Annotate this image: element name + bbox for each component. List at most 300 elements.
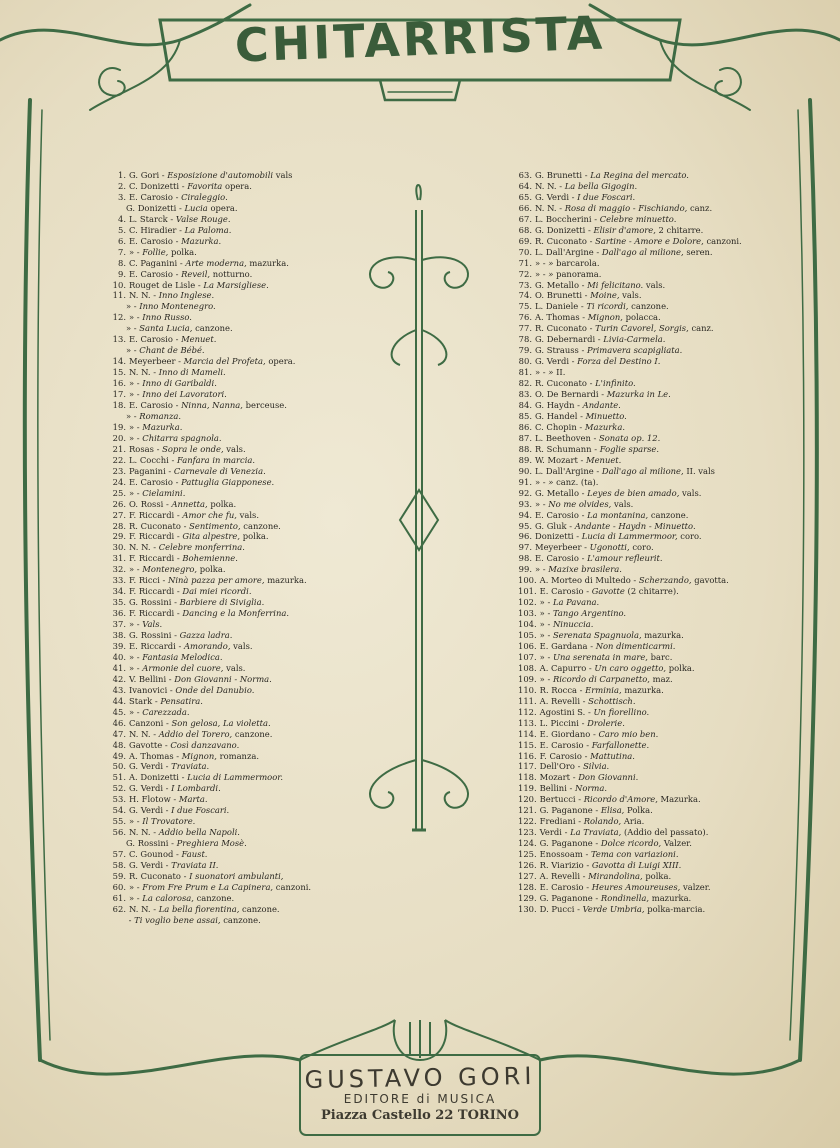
entry-number: 12.: [112, 312, 126, 323]
entry-extra: canzone.: [195, 323, 233, 334]
entry-title: Moine,: [590, 290, 620, 301]
entry-composer: L. Beethoven: [535, 432, 591, 443]
entry-number: 42.: [112, 673, 126, 684]
catalog-entry: 25. » - Cielamini.: [112, 487, 186, 498]
catalog-entry: 16. » - Inno di Garibaldi.: [112, 378, 217, 389]
entry-number: 105.: [518, 630, 537, 641]
entry-title: Ricordo di Carpanetto,: [552, 673, 650, 684]
entry-composer: E. Carosio: [535, 509, 579, 520]
entry-title: La bella fiorentina,: [158, 903, 240, 914]
entry-composer: A. Revelli: [539, 695, 581, 706]
catalog-entry: 82. R. Cuconato - L'infinito.: [518, 378, 636, 389]
entry-title: Marcia del Profeta,: [183, 356, 266, 367]
entry-extra: Mazurka.: [660, 794, 701, 805]
entry-number: 96.: [518, 531, 532, 542]
entry-extra: seren.: [686, 246, 713, 257]
entry-title: Gita alpestre,: [182, 531, 241, 542]
entry-number: 76.: [518, 312, 532, 323]
entry-composer: »: [126, 345, 132, 356]
catalog-entry: G. Donizetti - Lucia opera.: [126, 202, 238, 213]
entry-number: 121.: [518, 805, 537, 816]
entry-number: 118.: [518, 772, 537, 783]
catalog-entry: G. Rossini - Preghiera Mosè.: [126, 838, 247, 849]
entry-number: 77.: [518, 323, 532, 334]
entry-title: Forza del Destino I.: [577, 356, 661, 367]
entry-composer: Frediani: [539, 816, 576, 827]
catalog-entry: 123. Verdi - La Traviata, (Addio del passato).: [518, 827, 709, 838]
catalog-entry: 65. G. Verdi - I due Foscari.: [518, 191, 636, 202]
catalog-entry: 17. » - Inno dei Lavoratori.: [112, 389, 227, 400]
entry-composer: E. Carosio: [129, 400, 173, 411]
entry-number: 26.: [112, 498, 126, 509]
entry-number: 9.: [118, 268, 126, 279]
entry-number: 5.: [118, 224, 126, 235]
entry-composer: O. Brunetti: [535, 290, 583, 301]
entry-composer: Gavotte: [129, 739, 163, 750]
entry-number: 13.: [112, 334, 126, 345]
entry-title: La bella Gigogin.: [564, 180, 638, 191]
catalog-entry: 111. A. Revelli - Schottisch.: [518, 695, 636, 706]
entry-title: Don Giovanni - Norma.: [174, 673, 272, 684]
page-title: CHITARRISTA: [234, 5, 606, 73]
entry-title: Drolerie.: [587, 717, 625, 728]
entry-number: 60.: [112, 881, 126, 892]
catalog-entry: 21. Rosas - Sopra le onde, vals.: [112, 443, 246, 454]
catalog-entry: 28. R. Cuconato - Sentimento, canzone.: [112, 520, 281, 531]
entry-composer: Agostini S.: [539, 706, 586, 717]
catalog-entry: 57. C. Gounod - Faust.: [112, 849, 208, 860]
entry-title: »: [548, 257, 554, 268]
entry-title: Sartine - Amore e Dolore,: [595, 235, 704, 246]
entry-composer: G. Verdi: [129, 805, 163, 816]
entry-composer: Verdi: [539, 827, 562, 838]
catalog-entry: 92. G. Metallo - Leyes de bien amado, vals.: [518, 487, 702, 498]
entry-composer: G. Rossini: [129, 630, 172, 641]
entry-extra: vals.: [233, 640, 253, 651]
entry-number: 82.: [518, 378, 532, 389]
entry-extra: mazurka.: [651, 892, 692, 903]
entry-extra: canzoni.: [706, 235, 742, 246]
entry-composer: G. Brunetti: [535, 170, 583, 180]
entry-composer: »: [539, 619, 545, 630]
catalog-entry: 39. E. Riccardi - Amorando, vals.: [112, 640, 253, 651]
entry-number: 64.: [518, 180, 532, 191]
entry-number: 74.: [518, 290, 532, 301]
entry-number: 129.: [518, 892, 537, 903]
entry-number: 47.: [112, 728, 126, 739]
entry-composer: R. Rocca: [539, 684, 578, 695]
entry-title: Addio del Torero,: [158, 728, 233, 739]
entry-title: Ti voglio bene assai,: [134, 914, 221, 925]
entry-number: 4.: [118, 213, 126, 224]
catalog-entry: 27. F. Riccardi - Amor che fu, vals.: [112, 509, 259, 520]
entry-title: I suonatori ambulanti,: [189, 871, 284, 881]
catalog-entry: 81. » - » II.: [518, 367, 566, 378]
catalog-entry: 110. R. Rocca - Erminia, mazurka.: [518, 684, 664, 695]
catalog-entry: 79. G. Strauss - Primavera scapigliata.: [518, 345, 683, 356]
entry-number: 115.: [518, 739, 537, 750]
entry-extra: mazurka.: [644, 630, 684, 641]
entry-number: 52.: [112, 783, 126, 794]
entry-extra: canz.: [691, 323, 714, 334]
entry-number: 11.: [112, 290, 126, 301]
entry-number: 40.: [112, 651, 126, 662]
entry-number: 27.: [112, 509, 126, 520]
entry-number: 36.: [112, 608, 126, 619]
entry-title: Mazurka.: [142, 421, 183, 432]
entry-composer: »: [126, 323, 132, 334]
entry-number: 53.: [112, 794, 126, 805]
catalog-entry: 117. Dell'Oro - Silvia.: [518, 761, 610, 772]
entry-title: »: [548, 268, 554, 279]
catalog-entry: 41. » - Armonie del cuore, vals.: [112, 662, 246, 673]
entry-title: Dancing e la Monferrina.: [182, 608, 290, 619]
entry-composer: E. Carosio: [539, 739, 584, 750]
catalog-entry: 51. A. Donizetti - Lucia di Lammermoor.: [112, 772, 283, 783]
entry-number: 112.: [518, 706, 537, 717]
entry-title: Vals.: [142, 619, 163, 630]
entry-composer: A. Revelli: [539, 871, 581, 881]
entry-title: Tema con variazioni.: [590, 849, 679, 860]
entry-number: 116.: [518, 750, 537, 761]
entry-title: Marta.: [178, 794, 208, 805]
entry-title: Scherzando,: [638, 575, 692, 586]
entry-number: 100.: [518, 575, 537, 586]
entry-title: Lucia di Lammermoor,: [581, 531, 678, 542]
catalog-entry: 13. E. Carosio - Menuet.: [112, 334, 217, 345]
entry-composer: F. Riccardi: [129, 531, 175, 542]
entry-title: Mazurka in Le.: [606, 389, 671, 400]
entry-composer: R. Schumann: [535, 443, 592, 454]
entry-number: 120.: [518, 794, 537, 805]
entry-composer: Bellini: [539, 783, 567, 794]
entry-composer: W. Mozart: [535, 454, 578, 465]
catalog-entry: 77. R. Cuconato - Turin Cavorel, Sorgis, canz.: [518, 323, 714, 334]
entry-title: Rolando,: [583, 816, 622, 827]
entry-number: 107.: [518, 651, 537, 662]
catalog-entry: 49. A. Thomas - Mignon, romanza.: [112, 750, 260, 761]
entry-composer: F. Riccardi: [129, 509, 175, 520]
entry-number: 69.: [518, 235, 532, 246]
catalog-entry: 37. » - Vals.: [112, 619, 163, 630]
catalog-entry: 36. F. Riccardi - Dancing e la Monferrina.: [112, 608, 290, 619]
entry-composer: C. Gounod: [129, 849, 174, 860]
catalog-entry: 121. G. Paganone - Elisa, Polka.: [518, 805, 653, 816]
publisher-address: Piazza Castello 22 TORINO: [321, 1108, 519, 1123]
catalog-left-column: [112, 170, 352, 926]
entry-title: Tango Argentino.: [552, 608, 627, 619]
catalog-entry: 68. G. Donizetti - Elisir d'amore, 2 chitarre.: [518, 224, 704, 235]
entry-number: 102.: [518, 597, 537, 608]
entry-composer: G. Donizetti: [126, 202, 177, 213]
catalog-entry: 85. G. Handel - Minuetto.: [518, 410, 627, 421]
catalog-entry: 87. L. Beethoven - Sonata op. 12.: [518, 432, 661, 443]
entry-number: 114.: [518, 728, 537, 739]
entry-composer: A. Donizetti: [129, 772, 179, 783]
entry-number: 1.: [118, 170, 126, 180]
catalog-entry: » - Inno Montenegro.: [126, 301, 216, 312]
entry-title: Chant de Bébé.: [139, 345, 205, 356]
catalog-entry: 26. O. Rossi - Annetta, polka.: [112, 498, 237, 509]
catalog-entry: 1. G. Gori - Esposizione d'automobili vals: [112, 170, 352, 181]
entry-number: 93.: [518, 498, 532, 509]
catalog-entry: 127. A. Revelli - Mirandolina, polka.: [518, 871, 672, 881]
entry-title: Mattutina.: [590, 750, 635, 761]
entry-title: Montenegro,: [142, 564, 198, 575]
entry-number: 87.: [518, 432, 532, 443]
entry-composer: E. Carosio: [129, 334, 173, 345]
entry-composer: »: [535, 367, 541, 378]
entry-number: 108.: [518, 662, 537, 673]
entry-number: 32.: [112, 564, 126, 575]
entry-number: 41.: [112, 662, 126, 673]
catalog-entry: 119. Bellini - Norma.: [518, 783, 608, 794]
entry-title: Inno Montenegro.: [139, 301, 216, 312]
entry-number: 55.: [112, 816, 126, 827]
entry-title: Lucia di Lammermoor.: [187, 772, 283, 783]
entry-composer: G. Donizetti: [535, 224, 586, 235]
entry-extra: polka.: [668, 662, 695, 673]
entry-extra: polka.: [210, 498, 237, 509]
catalog-entry: 47. N. N. - Addio del Torero, canzone.: [112, 728, 273, 739]
catalog-entry: 10. Rouget de Lisle - La Marsigliese.: [112, 279, 269, 290]
entry-composer: R. Cuconato: [129, 871, 181, 881]
entry-extra: polka-marcia.: [647, 903, 706, 914]
publisher-name: GUSTAVO GORI: [304, 1061, 536, 1095]
entry-title: Elisa,: [600, 805, 625, 816]
catalog-entry: 124. G. Paganone - Dolce ricordo, Valzer.: [518, 838, 692, 849]
catalog-entry: - Ti voglio bene assai, canzone.: [126, 914, 261, 925]
entry-number: 39.: [112, 640, 126, 651]
entry-composer: G. Rossini: [126, 838, 169, 849]
entry-composer: G. Metallo: [535, 487, 580, 498]
entry-extra: coro.: [680, 531, 702, 542]
entry-extra: barcarola.: [556, 257, 600, 268]
entry-composer: »: [535, 564, 541, 575]
entry-number: 124.: [518, 838, 537, 849]
catalog-entry: 94. E. Carosio - La montanina, canzone.: [518, 509, 689, 520]
entry-number: 122.: [518, 816, 537, 827]
catalog-entry: 120. Bertucci - Ricordo d'Amore, Mazurka.: [518, 794, 701, 805]
entry-title: From Fre Prum e La Capinera,: [142, 881, 274, 892]
catalog-entry: 103. » - Tango Argentino.: [518, 608, 627, 619]
entry-title: Sentimento,: [189, 520, 241, 531]
entry-title: La calorosa,: [142, 892, 194, 903]
entry-title: I due Foscari.: [577, 191, 636, 202]
entry-extra: vals: [275, 170, 293, 180]
catalog-entry: 112. Agostini S. - Un fiorellino.: [518, 706, 650, 717]
entry-composer: R. Viarizio: [539, 860, 584, 871]
entry-number: 24.: [112, 476, 126, 487]
entry-title: Ti ricordi,: [586, 301, 629, 312]
entry-composer: G. Verdi: [535, 356, 569, 367]
catalog-entry: 55. » - Il Trovatore.: [112, 816, 196, 827]
entry-composer: N. N.: [129, 290, 151, 301]
entry-number: 37.: [112, 619, 126, 630]
catalog-entry: 100. A. Morteo di Multedo - Scherzando, gavotta.: [518, 575, 729, 586]
entry-number: 22.: [112, 454, 126, 465]
entry-composer: »: [539, 651, 545, 662]
entry-title: Mignon,: [587, 312, 623, 323]
catalog-entry: 23. Paganini - Carnevale di Venezia.: [112, 465, 266, 476]
catalog-entry: 102. » - La Pavana.: [518, 597, 600, 608]
entry-extra: valzer.: [682, 881, 711, 892]
entry-number: 43.: [112, 684, 126, 695]
entry-title: Livia-Carmela.: [603, 334, 666, 345]
entry-extra: canzone.: [223, 914, 261, 925]
entry-composer: Mozart: [539, 772, 571, 783]
entry-composer: Ivanovici: [129, 684, 168, 695]
entry-number: 125.: [518, 849, 537, 860]
entry-composer: Dell'Oro: [539, 761, 575, 772]
entry-title: Mazurka.: [181, 235, 222, 246]
entry-title: Inno di Garibaldi.: [142, 378, 217, 389]
catalog-entry: 72. » - » panorama.: [518, 268, 602, 279]
entry-composer: O. De Bernardi: [535, 389, 599, 400]
entry-title: Arte moderna,: [185, 257, 247, 268]
entry-title: Celebre monferrina.: [158, 542, 245, 553]
entry-composer: F. Riccardi: [129, 586, 175, 597]
entry-title: Dall'ago al milione,: [601, 465, 684, 476]
entry-composer: Meyerbeer: [535, 542, 582, 553]
entry-number: 111.: [518, 695, 537, 706]
catalog-entry: 67. L. Boccherini - Celebre minuetto.: [518, 213, 677, 224]
entry-composer: Paganini: [129, 465, 166, 476]
entry-title: Schottisch.: [588, 695, 636, 706]
entry-extra: opera.: [268, 356, 296, 367]
entry-extra: polka.: [171, 246, 197, 257]
entry-composer: »: [129, 881, 135, 892]
entry-title: Gavotte: [591, 586, 625, 597]
catalog-entry: 32. » - Montenegro, polka.: [112, 564, 226, 575]
entry-composer: »: [129, 706, 135, 717]
catalog-entry: 90. L. Dall'Argine - Dall'ago al milione, II. vals: [518, 465, 715, 476]
entry-composer: N. N.: [129, 903, 151, 914]
entry-composer: Enossoam: [539, 849, 583, 860]
entry-number: 59.: [112, 871, 126, 881]
entry-extra: canzone.: [631, 301, 669, 312]
catalog-entry: 31. F. Riccardi - Bohemienne.: [112, 553, 238, 564]
entry-title: Carezzada.: [142, 706, 190, 717]
entry-extra: canzone.: [650, 509, 689, 520]
catalog-entry: 80. G. Verdi - Forza del Destino I.: [518, 356, 661, 367]
entry-number: 65.: [518, 191, 532, 202]
entry-number: 104.: [518, 619, 537, 630]
entry-title: I due Foscari.: [171, 805, 230, 816]
entry-title: La Pavana.: [552, 597, 600, 608]
entry-composer: »: [539, 608, 545, 619]
entry-title: Traviata II.: [171, 860, 219, 871]
entry-title: Gazza ladra.: [179, 630, 233, 641]
entry-composer: F. Riccardi: [129, 608, 175, 619]
catalog-entry: 33. F. Ricci - Ninà pazza per amore, mazurka.: [112, 575, 307, 586]
entry-title: Mazurka.: [584, 421, 625, 432]
entry-title: Caro mio ben.: [598, 728, 659, 739]
catalog-entry: 3. E. Carosio - Ciraleggio.: [112, 192, 352, 203]
entry-extra: polka.: [242, 531, 269, 542]
entry-composer: F. Carosio: [539, 750, 582, 761]
catalog-entry: 64. N. N. - La bella Gigogin.: [518, 180, 638, 191]
catalog-entry: 66. N. N. - Rosa di maggio - Fischiando, canz.: [518, 202, 713, 213]
entry-extra: vals.: [645, 279, 666, 290]
entry-title: Leyes de bien amado,: [587, 487, 680, 498]
entry-title: Gavotta di Luigi XIII.: [591, 860, 682, 871]
entry-title: Santa Lucia,: [139, 323, 193, 334]
entry-title: Pensatira.: [160, 695, 203, 706]
entry-composer: C. Chopin: [535, 421, 577, 432]
entry-composer: E. Carosio: [129, 235, 173, 246]
catalog-entry: 62. N. N. - La bella fiorentina, canzone.: [112, 903, 280, 914]
catalog-entry: 104. » - Ninuccia.: [518, 619, 594, 630]
entry-title: Favorita: [187, 180, 223, 191]
catalog-entry: 29. F. Riccardi - Gita alpestre, polka.: [112, 531, 269, 542]
entry-number: 58.: [112, 860, 126, 871]
entry-number: 88.: [518, 443, 532, 454]
entry-number: 73.: [518, 279, 532, 290]
entry-extra: vals.: [226, 662, 246, 673]
entry-composer: »: [129, 619, 135, 630]
entry-number: 126.: [518, 860, 537, 871]
entry-number: 84.: [518, 400, 532, 411]
entry-title: Reveil,: [181, 268, 211, 279]
entry-extra: II. vals: [686, 465, 715, 476]
catalog-entry: 20. » - Chitarra spagnola.: [112, 432, 222, 443]
catalog-entry: 63. G. Brunetti - La Regina del mercato.: [518, 170, 689, 180]
entry-number: 50.: [112, 761, 126, 772]
entry-composer: R. Cuconato: [535, 378, 587, 389]
entry-number: 45.: [112, 706, 126, 717]
entry-composer: G. Rossini: [129, 597, 172, 608]
entry-extra: Polka.: [627, 805, 653, 816]
entry-number: 130.: [518, 903, 537, 914]
entry-number: 103.: [518, 608, 537, 619]
entry-number: 63.: [518, 170, 532, 180]
entry-composer: E. Riccardi: [129, 640, 176, 651]
entry-number: 8.: [118, 257, 126, 268]
entry-composer: G. Metallo: [535, 279, 580, 290]
catalog-entry: 113. L. Piccini - Drolerie.: [518, 717, 625, 728]
catalog-entry: 69. R. Cuconato - Sartine - Amore e Dolore, canzoni.: [518, 235, 742, 246]
catalog-entry: 44. Stark - Pensatira.: [112, 695, 203, 706]
entry-title: L'amour refleurit.: [587, 553, 663, 564]
entry-extra: canz. (ta).: [556, 476, 599, 487]
entry-composer: N. N.: [535, 202, 557, 213]
entry-title: Norma.: [575, 783, 608, 794]
entry-title: Faust.: [181, 849, 208, 860]
entry-title: »: [548, 476, 554, 487]
entry-extra: mazurka.: [624, 684, 664, 695]
catalog-entry: 18. E. Carosio - Ninna, Nanna, berceuse.: [112, 400, 287, 411]
catalog-entry: 14. Meyerbeer - Marcia del Profeta, opera.: [112, 356, 296, 367]
catalog-entry: 109. » - Ricordo di Carpanetto, maz.: [518, 673, 673, 684]
catalog-entry: » - Santa Lucia, canzone.: [126, 323, 233, 334]
catalog-entry: 50. G. Verdi - Traviata.: [112, 761, 210, 772]
entry-title: Andante.: [582, 400, 621, 411]
entry-composer: C. Paganini: [129, 257, 178, 268]
entry-composer: C. Donizetti: [129, 180, 180, 191]
entry-number: 48.: [112, 739, 126, 750]
entry-composer: L. Dall'Argine: [535, 465, 594, 476]
entry-composer: »: [539, 597, 545, 608]
entry-title: Mignon,: [181, 750, 217, 761]
entry-composer: Stark: [129, 695, 153, 706]
entry-title: Il Trovatore.: [142, 816, 196, 827]
entry-extra: canzone.: [243, 520, 281, 531]
entry-title: Rondinella,: [600, 892, 650, 903]
entry-composer: L. Dall'Argine: [535, 246, 594, 257]
entry-composer: G. Paganone: [539, 805, 593, 816]
entry-composer: »: [129, 389, 135, 400]
